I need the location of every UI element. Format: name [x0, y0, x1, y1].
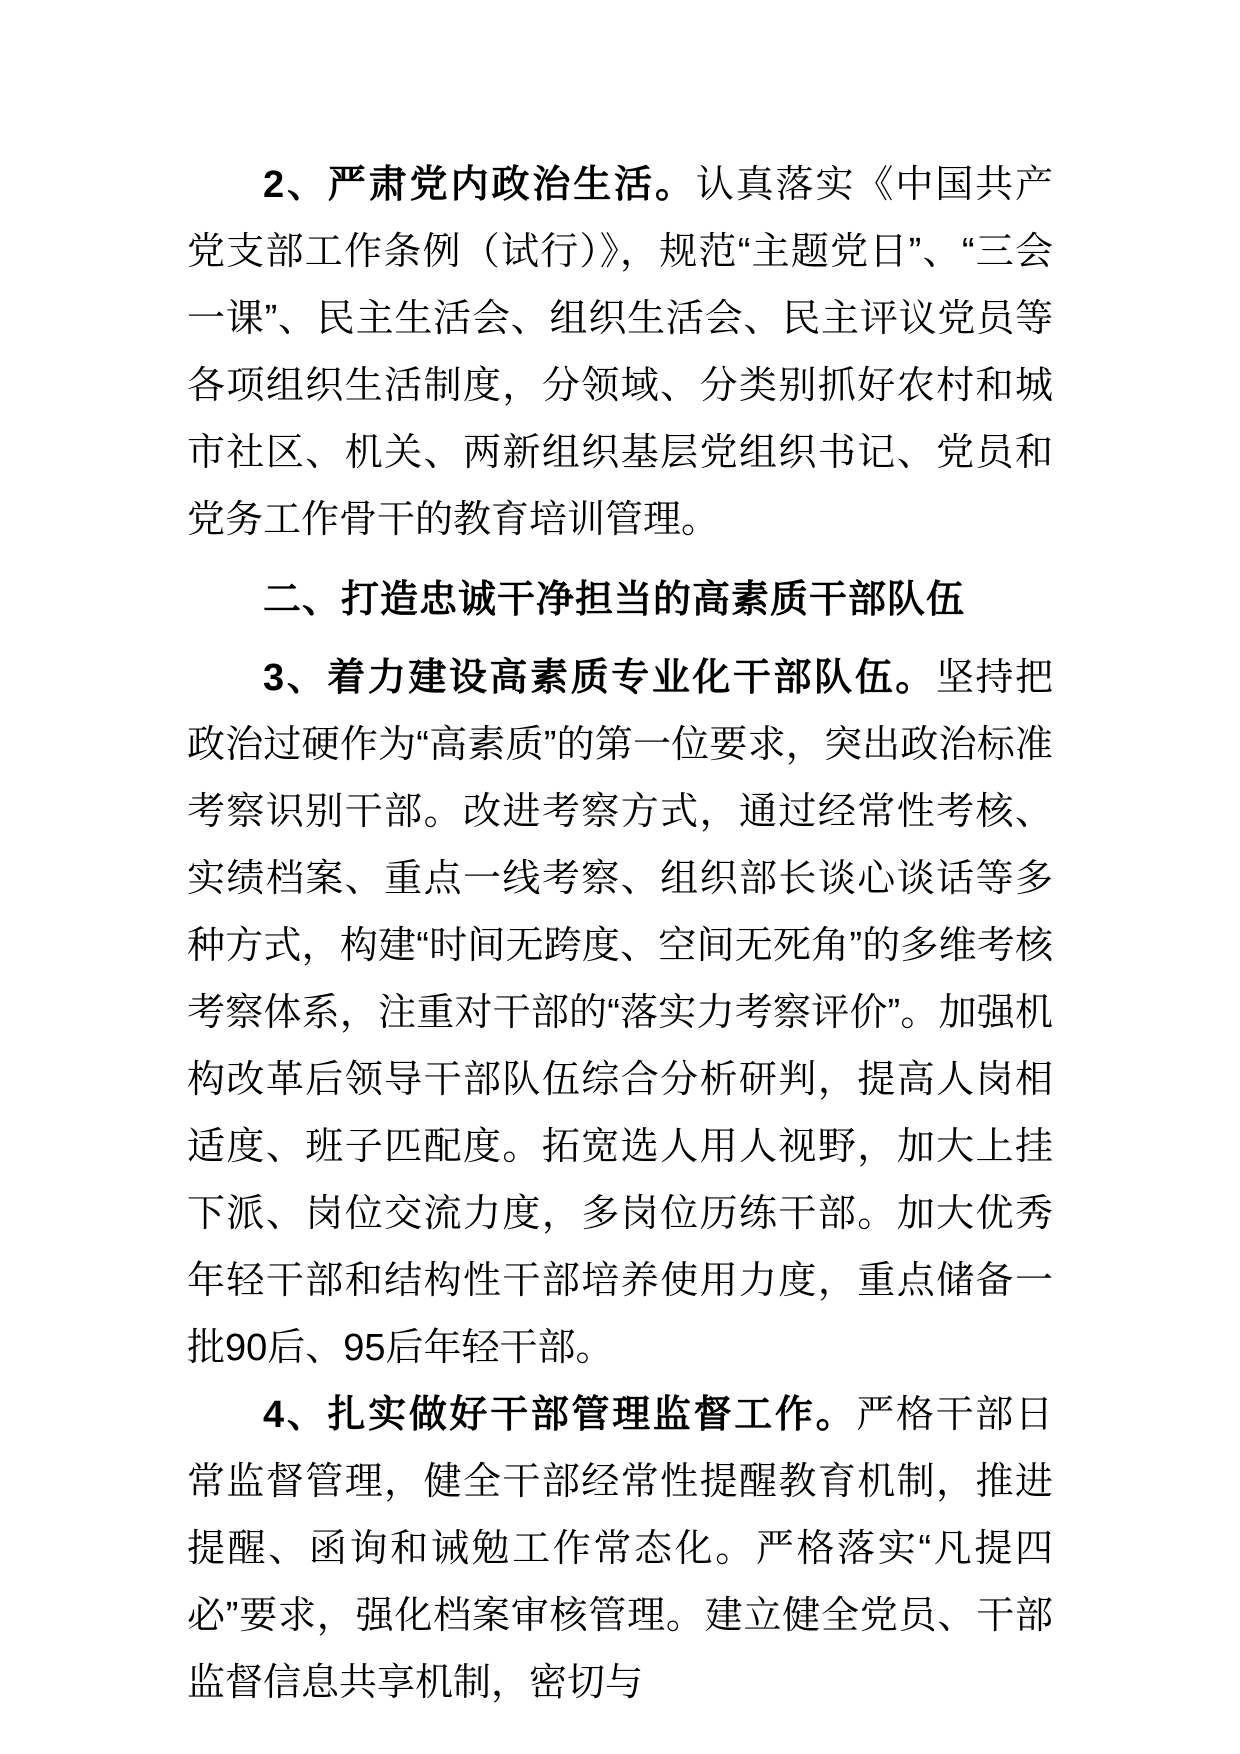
paragraph-point-4-lead: 4、扎实做好干部管理监督工作。	[263, 1394, 857, 1436]
paragraph-point-2	[187, 152, 1053, 554]
paragraph-point-4-text: 严格干部日常监督管理，健全干部经常性提醒教育机制，推进提醒、函询和诫勉工作常态化。严格落实“凡提四必”要求，强化档案审核管理。建立健全党员、干部监督信息共享机制，密切与	[187, 1394, 1053, 1704]
document-body	[187, 152, 1053, 1717]
paragraph-point-3-lead: 3、着力建设高素质专业化干部队伍。	[263, 657, 936, 699]
paragraph-point-3	[187, 645, 1053, 1382]
paragraph-point-2-text: 认真落实《中国共产党支部工作条例（试行）》，规范“主题党日”、“三会一课”、民主生活会、组织生活会、民主评议党员等各项组织生活制度，分领域、分类别抓好农村和城市社区、机关、两新组织基层党组织书记、党员和党务工作骨干的教育培训管理。	[187, 164, 1053, 541]
paragraph-point-2-lead: 2、严肃党内政治生活。	[263, 164, 696, 206]
paragraph-point-3-text: 坚持把政治过硬作为“高素质”的第一位要求，突出政治标准考察识别干部。改进考察方式，通过经常性考核、实绩档案、重点一线考察、组织部长谈心谈话等多种方式，构建“时间无跨度、空间无死角”的多维考核考察体系，注重对干部的“落实力考察评价”。加强机构改革后领导干部队伍综合分析研判，提高人岗相适度、班子匹配度。拓宽选人用人视野，加大上挂下派、岗位交流力度，多岗位历练干部。加大优秀年轻干部和结构性干部培养使用力度，重点储备一批90后、95后年轻干部。	[187, 657, 1053, 1369]
paragraph-point-4	[187, 1382, 1053, 1717]
section-heading-two: 二、打造忠诚干净担当的高素质干部队伍	[263, 579, 966, 621]
